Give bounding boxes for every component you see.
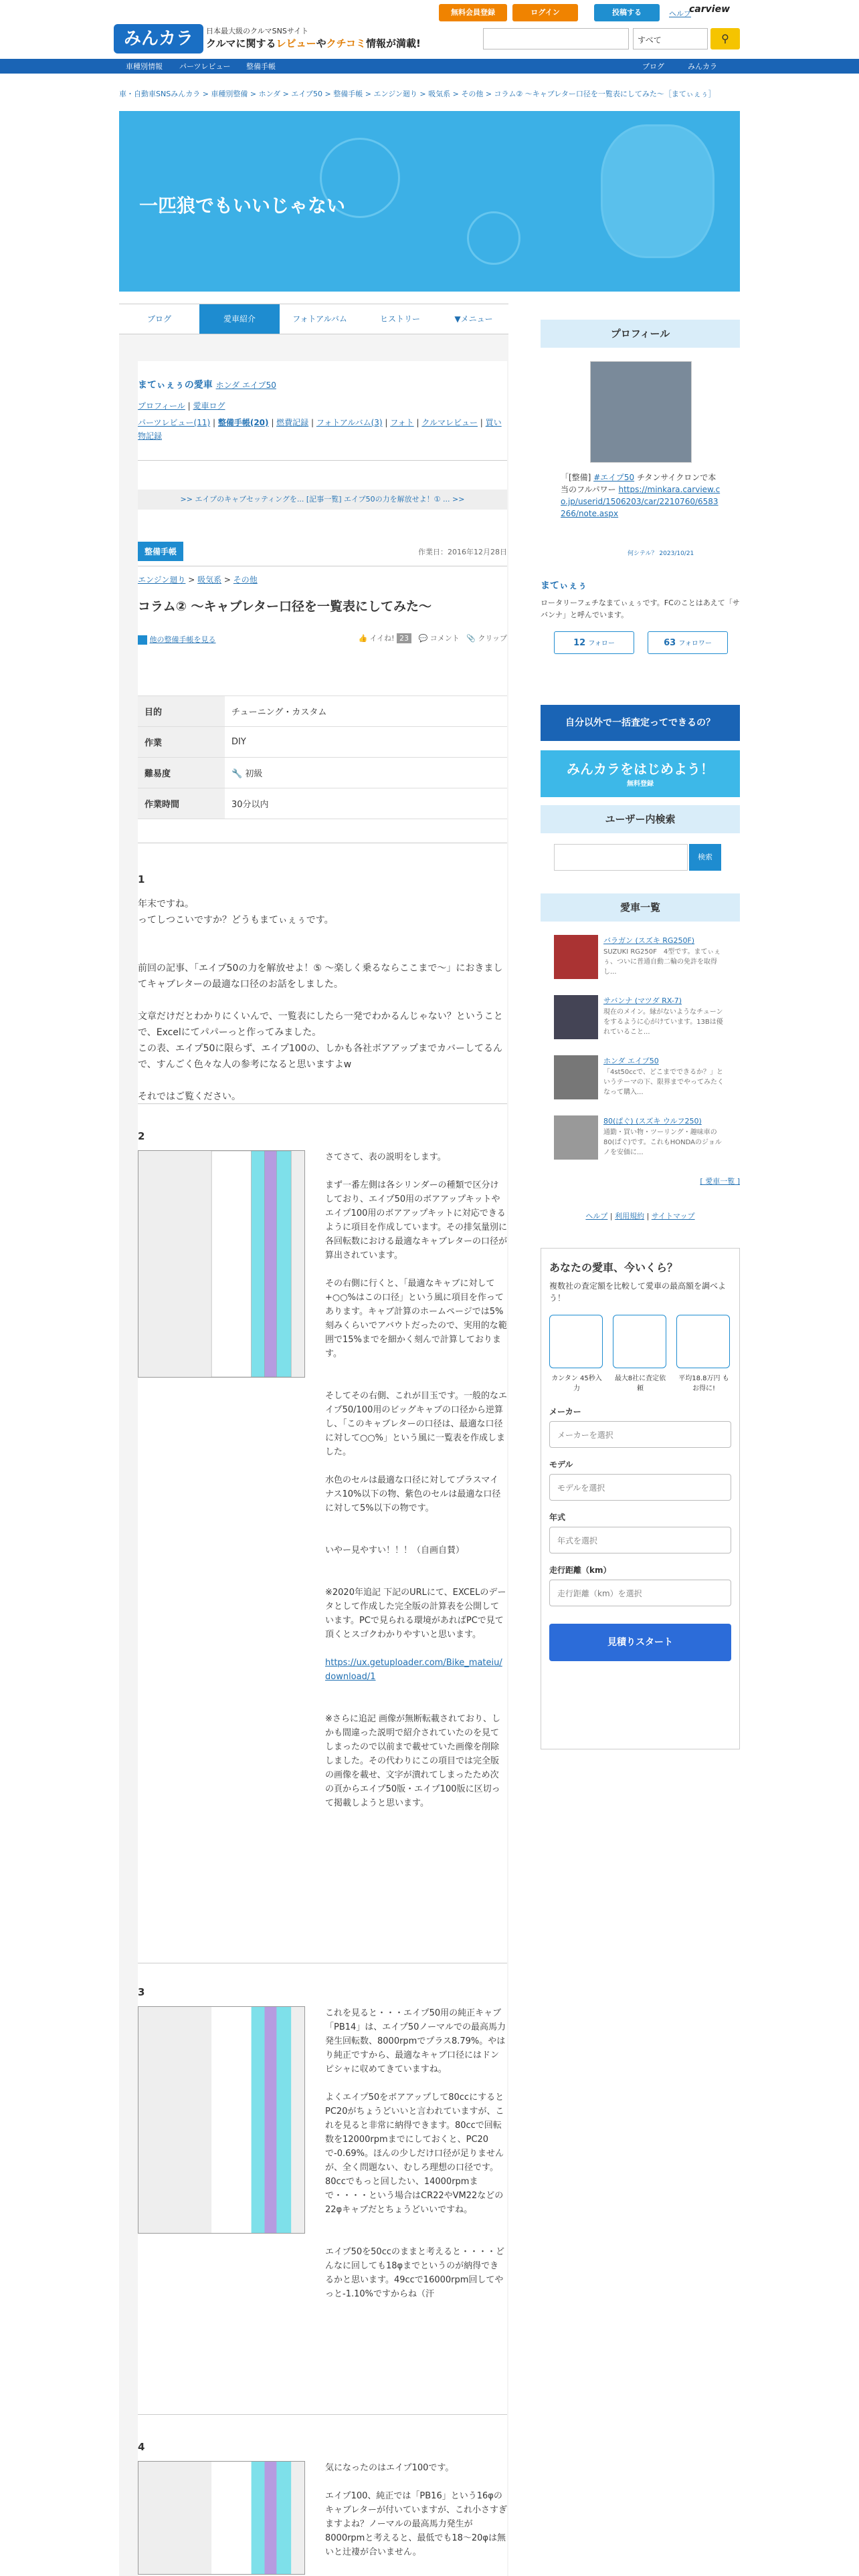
quote-title: あなたの愛車、今いくら？	[549, 1261, 678, 1274]
content	[138, 361, 507, 2576]
download-link[interactable]: https://ux.getuploader.com/Bike_mateiu/download/1	[325, 1658, 502, 1682]
km-select[interactable]: 走行距離（km）を選択	[549, 1580, 731, 1606]
maker-select[interactable]: メーカーを選択	[549, 1421, 731, 1448]
car-heading: まてぃぇぅの愛車 ホンダ エイプ50	[138, 380, 276, 391]
link-profile[interactable]: プロフィール	[138, 401, 185, 411]
car-thumb	[554, 935, 598, 979]
model-label: モデル	[549, 1460, 573, 1469]
help-link[interactable]: ヘルプ	[669, 9, 691, 18]
car-thumb	[554, 1055, 598, 1099]
cars-more-link[interactable]: [ 愛車一覧 ]	[700, 1177, 740, 1186]
spec-row: 作業時間 30分以内	[138, 788, 507, 819]
spec-table	[138, 695, 507, 819]
step3-text: これを見ると・・・エイプ50用の純正キャブ「PB14」は、エイプ50ノーマルでの最高馬力発生回転数、8000rpmでプラス8.79%。やはり純正ですから、最適なキャブ口径にはドンピシャに収めてきていますね。 よくエイプ50をボアアップして80ccにするとPC20がちょうどいいと言われていますが、これを見ると非常に納得できます。80ccで回転数を12000rpmまでにしておくと、PC20で-0.69%。ほんの少しだけ口径が足りませんが、全く問題ない、むしろ理想の口径です。80ccでもっと回したい、14000rpmまで・・・・という場合はCR22やVM22などの22φキャブだとちょうどいいですね。 エイプ50を50ccのままと考えると・・・・どんなに回しても18φまでというのが納得できるかと思います。49ccで16000rpm回してやっと-1.10%ですからね（汗	[325, 2008, 506, 2299]
car-thumb	[554, 1115, 598, 1160]
spec-row: 目的 チューニング・カスタム	[138, 696, 507, 727]
search-icon: ⚲	[721, 32, 729, 45]
car-links-a: プロフィール | 愛車ログ	[138, 401, 225, 411]
follower-button[interactable]: 63 フォロワー	[648, 631, 728, 654]
other-notes-link[interactable]: 他の整備手帳を見る	[138, 634, 507, 645]
tab-bar	[119, 304, 508, 334]
table-image[interactable]	[138, 1150, 305, 1378]
status-meta: 何シテル？ 2023/10/21	[628, 550, 694, 557]
link-review[interactable]: クルマレビュー	[421, 418, 478, 427]
step1-text: 年末ですね。 ってしつこいですか？どうもまてぃぇぅです。 前回の記事、「エイプ50の力を解放せよ！⑤ 〜楽しく乗るならここまで〜」におきましてキャブレターの最適な口径のお話をしました。 文章だけだとわかりにくいんで、一覧表にしたら一発でわかるんじゃない？ということで、Excelにてパパーっと作ってみました。 この表、エイプ50に限らず、エイプ100の、しかも各社ボアアップまでカバーしてるんで、すんごく色々な人の参考になると思いますよw それではご覧ください。	[138, 899, 503, 1102]
nav-item-blog[interactable]: ブログ	[642, 62, 664, 71]
link-parts[interactable]: パーツレビュー(11)	[138, 418, 211, 427]
cars-heading: 愛車一覧	[541, 893, 740, 922]
step-number: 2	[138, 1130, 145, 1142]
step2-text: さてさて、表の説明をします。 まず一番左側は各シリンダーの種類で区分けしており、エイプ50用のボアアップキットやエイプ100用のボアアップキットに対応できるように項目を作成しています。その排気量別に各回転数における最適なキャブレターの口径が算出されています。 その右側に行くと、「最適なキャブに対して+○○%はこの口径」という風に項目を作ってあります。キャブ計算のホームページでは5%刻みくらいでアバウトだったので、実用的な範囲で15%までを細かく刻んで計算しております。 そしてその右側、これが目玉です。一般的なエイプ50/100用のビッグキャブの口径から逆算し、「このキャブレターの口径は、最適な口径に対して○○%」という風に一覧表を作成しました。 水色のセルは最適な口径に対してプラスマイナス10%以下の物、紫色のセルは最適な口径に対して5%以下の物です。 いやー見やすい！！！（自画自賛） ※2020年追記 下記のURLにて、EXCELのデータとして作成した完全版の計算表を公開しています。PCで見られる環境があればPCで見て頂くとスゴクわかりやすいと思います。 https://ux.getuploader.com/Bike_mateiu/download/1 ※さらに追記 画像が無断転載されており、しかも間違った説明で紹介されていたのを見てしまったので以前まで載せていた画像を削除しました。その代わりにこの項目では完全版の画像を載せ、文字が潰れてしまったため次の頁からエイプ50版・エイプ100版に区切って掲載しようと思います。	[325, 1152, 507, 1808]
ad-banner-1[interactable]: 自分以外で一括査定ってできるの？	[541, 705, 740, 741]
carview-logo[interactable]: carview	[689, 4, 731, 15]
follow-row	[541, 631, 740, 665]
ad-banner-2[interactable]: みんカラをはじめよう！ 無料登録	[541, 750, 740, 797]
tab-menu[interactable]: ▼メニュー	[454, 314, 493, 324]
category-path: エンジン廻り > 吸気系 > その他	[138, 575, 258, 584]
quote-desc: 複数社の査定額を比較して愛車の最高額を調べよう！	[549, 1281, 727, 1303]
maker-label: メーカー	[549, 1407, 581, 1416]
nav-item-parts[interactable]: パーツレビュー	[179, 62, 231, 71]
user-search-input[interactable]	[554, 844, 688, 871]
feature-item: 最大8社に査定依頼	[613, 1315, 668, 1392]
tagline: 日本最大級のクルマSNSサイト	[206, 27, 309, 35]
link-carlog[interactable]: 愛車ログ	[193, 401, 225, 411]
notes-badge: 整備手帳	[138, 542, 183, 561]
clip-button[interactable]: 📎 クリップ	[466, 634, 507, 643]
nav-item-notes[interactable]: 整備手帳	[246, 62, 276, 71]
link-fuel[interactable]: 燃費記録	[276, 418, 309, 427]
site-logo[interactable]: みんカラ	[114, 24, 203, 53]
model-select[interactable]: モデルを選択	[549, 1474, 731, 1501]
yen-icon	[676, 1315, 730, 1368]
link-photo[interactable]: フォト	[390, 418, 414, 427]
prev-next-nav[interactable]: >> エイプのキャブセッティングを... [記事一覧] エイプ50の力を解放せよ！① ... >>	[138, 490, 507, 510]
profile-heading: プロフィール	[541, 320, 740, 348]
hero-banner	[119, 111, 740, 292]
search-scope-select[interactable]: すべて	[633, 28, 708, 49]
link-notes[interactable]: 整備手帳(20)	[217, 418, 269, 427]
work-date: 作業日：2016年12月28日	[418, 548, 507, 556]
main-area	[119, 334, 508, 2576]
tagline-main: クルマに関するレビューやクチコミ情報が満載!	[206, 37, 421, 49]
spec-row: 作業 DIY	[138, 727, 507, 758]
footer-links: ヘルプ | 利用規約 | サイトマップ	[585, 1212, 695, 1220]
page-title: コラム② 〜キャブレター口径を一覧表にしてみた〜	[138, 599, 432, 614]
sitemap-link[interactable]: サイトマップ	[651, 1212, 695, 1220]
step4-text: 気になったのはエイプ100です。 エイプ100、純正では「PB16」という16φのキャブレターが付いていますが、これ小さすぎますよね？ノーマルの最高馬力発生が8000rpmと考えると、最低でも18〜20φは無いと辻褄が合いません。	[325, 2463, 507, 2557]
user-search-button[interactable]: 検索	[689, 844, 721, 871]
user-search	[541, 833, 740, 880]
table-image[interactable]	[138, 2461, 305, 2575]
post-button[interactable]: 投稿する	[594, 4, 660, 21]
nav-bar	[0, 59, 859, 74]
feature-item: 平均18.8万円 もお得に!	[676, 1315, 731, 1392]
header	[0, 0, 859, 59]
status-tag-link[interactable]: #エイプ50	[593, 473, 635, 482]
tab-photo[interactable]: フォトアルバム	[292, 314, 347, 324]
link-album[interactable]: フォトアルバム(3)	[316, 418, 383, 427]
list-item[interactable]: 80(ぱぐ) (スズキ ウルフ250) 通勤・買い物・ツーリング・趣味車の80(ぱぐ)です。これもHONDAのジョルノを安価に...	[554, 1115, 728, 1160]
nav-item-minkara[interactable]: みんカラ	[688, 62, 717, 71]
feature-item: カンタン 45秒入力	[549, 1315, 604, 1392]
blog-title: 一匹狼でもいいじゃない	[139, 195, 346, 217]
year-label: 年式	[549, 1513, 566, 1522]
terms-link[interactable]: 利用規約	[615, 1212, 645, 1220]
follow-button[interactable]: 12 フォロー	[554, 631, 634, 654]
status-text: 「[整備] #エイプ50 チタンサイクロンで本当のフルパワー https://minkara.carview.co.jp/userid/1506203/car/2210760/6583266/note.aspx	[561, 473, 721, 518]
car-list	[541, 922, 740, 1189]
quote-box	[541, 1248, 740, 1749]
like-button[interactable]: 👍 イイね! 23	[358, 633, 411, 643]
cat-intake[interactable]: 吸気系	[197, 575, 222, 584]
cat-other[interactable]: その他	[233, 575, 258, 584]
step-number: 4	[138, 2441, 145, 2453]
user-search-heading: ユーザー内検索	[541, 805, 740, 833]
login-button[interactable]: ログイン	[512, 4, 578, 21]
step-number: 3	[138, 1986, 145, 1998]
search-button[interactable]	[710, 28, 740, 49]
user-name[interactable]: まてぃぇぅ	[541, 580, 587, 591]
car-links-b: パーツレビュー(11) | 整備手帳(20) | 燃費記録 | フォトアルバム(3) | フォト | クルマレビュー | 買い物記録	[138, 418, 502, 441]
help-link-2[interactable]: ヘルプ	[585, 1212, 608, 1220]
tab-blog[interactable]: ブログ	[147, 314, 171, 324]
comment-button[interactable]: 💬 コメント	[418, 634, 460, 643]
link-shopping[interactable]: 買い物記録	[138, 418, 502, 441]
feature-row	[549, 1315, 731, 1392]
car-thumb	[554, 995, 598, 1039]
step-number: 1	[138, 873, 145, 885]
sidebar	[541, 320, 740, 1749]
status-url-link[interactable]: https://minkara.carview.co.jp/userid/1506203/car/2210760/6583266/note.aspx	[561, 485, 721, 518]
km-label: 走行距離（km）	[549, 1566, 611, 1575]
actions	[138, 633, 507, 643]
user-intro: ロータリーフェチなまてぃぇぅです。FCのことはあえて「サバンナ」と呼んでいます。	[541, 599, 740, 619]
nav-item-cars[interactable]: 車種別情報	[126, 62, 163, 71]
cars-icon	[613, 1315, 666, 1368]
wrench-icon: 🔧	[231, 769, 243, 779]
free-register-button[interactable]: 無料会員登録	[439, 4, 507, 21]
tab-history[interactable]: ヒストリー	[379, 314, 420, 324]
list-item[interactable]: サバンナ (マツダ RX-7) 現在のメイン。縁がないようなチューンをするように心がけています。13Bは優れていること...	[554, 995, 728, 1039]
tab-car[interactable]: 愛車紹介	[199, 304, 280, 334]
search-input[interactable]	[483, 28, 629, 49]
year-select[interactable]: 年式を選択	[549, 1527, 731, 1553]
avatar[interactable]	[590, 361, 692, 463]
cat-engine[interactable]: エンジン廻り	[138, 575, 186, 584]
profile-box	[541, 348, 740, 575]
table-image[interactable]	[138, 2006, 305, 2234]
quote-start-button[interactable]: 見積りスタート	[549, 1624, 731, 1661]
list-item[interactable]: ホンダ エイプ50 「4st50ccで、どこまでできるか？」というテーマの下、限界までやってみたくなって購入...	[554, 1055, 728, 1099]
breadcrumb[interactable]: 車・自動車SNSみんカラ > 車種別整備 > ホンダ > エイプ50 > 整備手帳 > エンジン廻り > 吸気系 > その他 > コラム② 〜キャブレター口径を一覧表にしてみた〜［まてぃぇぅ］	[119, 90, 716, 98]
clock-icon	[549, 1315, 603, 1368]
spec-row: 難易度 🔧 初級	[138, 758, 507, 788]
list-item[interactable]: バラガン (スズキ RG250F) SUZUKI RG250F 4型です。まてぃぇぅ、ついに普通自動二輪の免許を取得し...	[554, 935, 728, 979]
